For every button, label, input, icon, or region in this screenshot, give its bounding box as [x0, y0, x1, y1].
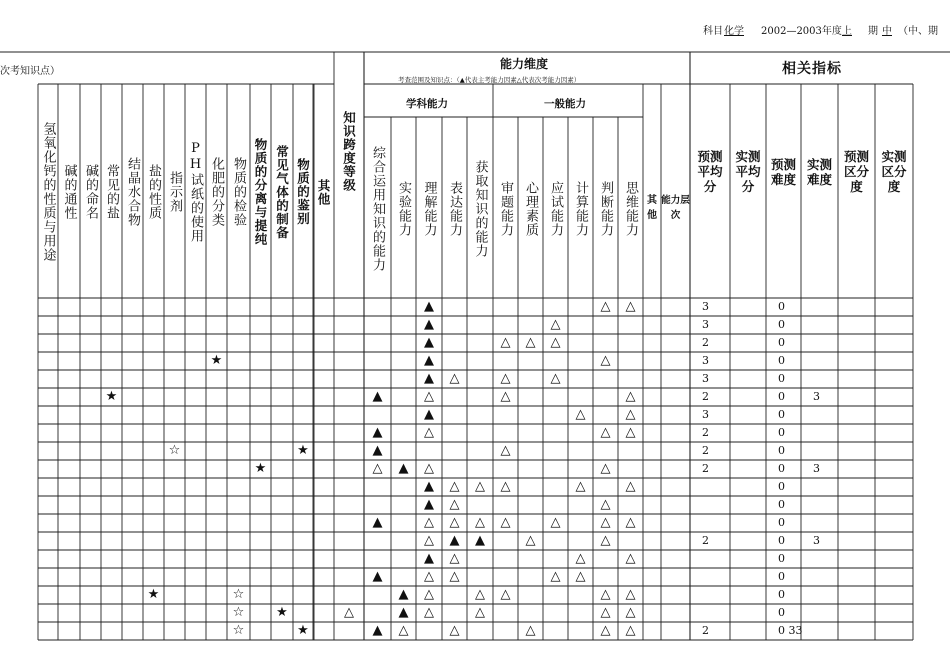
- general-ability-col-1-text: 心理素质: [523, 180, 538, 237]
- general-ability-mark: △: [550, 515, 561, 530]
- knowledge-mark: ★: [276, 605, 288, 620]
- subject-ability-mark: ▲: [424, 353, 434, 368]
- subject-ability-mark: △: [449, 371, 460, 386]
- general-ability-col-4: [593, 123, 618, 294]
- general-ability-mark: △: [500, 371, 511, 386]
- subject-ability-mark: ▲: [424, 497, 434, 512]
- knowledge-col-7-text: PH试纸的使用: [188, 141, 203, 243]
- subject-ability-col-0: [364, 123, 391, 294]
- general-ability-col-2-text: 应试能力: [548, 180, 563, 237]
- general-ability-mark: △: [600, 605, 611, 620]
- metric-value-0: 2: [702, 444, 709, 457]
- knowledge-col-2-text: 碱的命名: [83, 164, 98, 220]
- general-ability-col-3: [568, 123, 593, 294]
- knowledge-col-1: [58, 92, 80, 292]
- general-ability-mark: △: [600, 623, 611, 638]
- general-ability-mark: △: [500, 479, 511, 494]
- general-ability-mark: △: [600, 425, 611, 440]
- metric-value-2: 0: [778, 336, 785, 349]
- subject-ability-mark: △: [424, 461, 434, 476]
- knowledge-col-7: [185, 92, 206, 292]
- subject-ability-mark: △: [449, 515, 460, 530]
- knowledge-col-4: [122, 92, 143, 292]
- subject-ability-mark: △: [475, 479, 485, 494]
- header-subject: 化学: [724, 26, 744, 37]
- metric-value-2: 0: [778, 570, 785, 583]
- general-ability-mark: △: [625, 479, 636, 494]
- general-ability-mark: △: [625, 425, 636, 440]
- general-ability-mark: △: [550, 335, 561, 350]
- subject-ability-mark: △: [475, 587, 485, 602]
- general-ability-mark: △: [600, 587, 611, 602]
- general-ability-col-5-text: 思维能力: [623, 180, 638, 237]
- general-ability-mark: △: [525, 533, 536, 548]
- knowledge-col-11-text: 常见气体的制备: [274, 144, 290, 240]
- knowledge-col-9: [227, 92, 250, 292]
- subject-ability-mark: ▲: [372, 515, 383, 530]
- knowledge-mark: ☆: [232, 587, 245, 602]
- general-ability-mark: △: [500, 587, 511, 602]
- subject-ability-mark: ▲: [372, 425, 383, 440]
- general-ability-mark: △: [600, 533, 611, 548]
- knowledge-col-9-text: 物质的检验: [231, 157, 246, 227]
- subject-ability-mark: △: [449, 497, 460, 512]
- metric-value-2: 0: [778, 606, 785, 619]
- metric-value-0: 3: [702, 318, 709, 331]
- metric-value-0: 2: [702, 426, 709, 439]
- general-ability-col-5: [618, 123, 643, 294]
- general-ability-mark: △: [625, 623, 636, 638]
- subject-ability-col-1: [391, 123, 416, 294]
- knowledge-col-0: [38, 92, 58, 292]
- knowledge-mark: ★: [105, 389, 118, 404]
- general-ability-mark: △: [600, 299, 611, 314]
- general-ability-mark: △: [575, 551, 586, 566]
- subject-ability-mark: △: [424, 515, 434, 530]
- header-subject-label: 科目: [703, 26, 723, 37]
- subject-ability-mark: ▲: [372, 623, 383, 638]
- metric-col-3: 实测难度: [806, 156, 832, 187]
- metric-value-2: 0: [778, 390, 785, 403]
- metric-col-1: 实测平均分: [735, 149, 761, 194]
- metric-value-2: 0: [778, 318, 785, 331]
- general-ability-mark: △: [550, 317, 561, 332]
- general-ability-mark: △: [550, 371, 561, 386]
- general-ability-mark: △: [525, 623, 536, 638]
- general-ability-col-1: [518, 123, 543, 294]
- subject-ability-mark: ▲: [424, 317, 434, 332]
- metric-value-0: 3: [702, 372, 709, 385]
- knowledge-mark: ★: [147, 587, 160, 602]
- knowledge-mark: ★: [297, 623, 309, 638]
- subject-ability-col-4-text: 获取知识的能力: [472, 159, 488, 258]
- general-ability-mark: △: [625, 515, 636, 530]
- metric-value-3: 3: [813, 534, 820, 547]
- metric-value-2: 0: [778, 534, 785, 547]
- general-ability-mark: △: [600, 497, 611, 512]
- general-ability-label: 一般能力: [544, 98, 586, 110]
- subject-ability-mark: ▲: [424, 551, 434, 566]
- metric-value-2: 0: [778, 372, 785, 385]
- subject-ability-mark: △: [372, 461, 383, 476]
- general-ability-mark: △: [625, 551, 636, 566]
- knowledge-col-8-text: 化肥的分类: [209, 157, 224, 227]
- general-ability-mark: △: [625, 407, 636, 422]
- metric-value-2: 0: [778, 480, 785, 493]
- subject-ability-col-4: [467, 123, 493, 294]
- metric-value-2: 0: [778, 588, 785, 601]
- general-ability-col-3-text: 计算能力: [573, 180, 588, 237]
- general-ability-mark: △: [500, 443, 511, 458]
- subject-ability-mark: ▲: [372, 569, 383, 584]
- knowledge-col-10-text: 物质的分离与提纯: [253, 138, 268, 246]
- metric-value-0: 2: [702, 624, 709, 637]
- knowledge-col-12-text: 物质的鉴别: [295, 158, 311, 226]
- knowledge-col-13-text: 其他: [316, 178, 331, 206]
- general-ability-mark: △: [500, 335, 511, 350]
- knowledge-col-3: [101, 92, 122, 292]
- knowledge-col-1-text: 碱的通性: [61, 164, 77, 220]
- metric-value-2: 0: [778, 498, 785, 511]
- subject-ability-mark: △: [449, 479, 460, 494]
- knowledge-col-12: [293, 92, 313, 292]
- general-ability-col-0-text: 审题能力: [498, 180, 513, 237]
- subject-ability-mark: ▲: [398, 587, 409, 602]
- related-indicators-title: 相关指标: [782, 61, 842, 77]
- subject-ability-mark: ▲: [475, 533, 485, 548]
- metric-value-0: 2: [702, 462, 709, 475]
- subject-ability-mark: ▲: [398, 461, 409, 476]
- metric-value-2: 0: [778, 426, 785, 439]
- cross-level-header: [334, 44, 364, 258]
- general-ability-col-2: [543, 123, 568, 294]
- metric-value-2: 0: [778, 408, 785, 421]
- header-period: 中: [882, 26, 892, 37]
- subject-ability-mark: △: [424, 569, 434, 584]
- subject-ability-mark: ▲: [372, 443, 383, 458]
- subject-ability-mark: △: [475, 515, 485, 530]
- subject-ability-mark: ▲: [372, 389, 383, 404]
- subject-ability-mark: △: [398, 623, 409, 638]
- knowledge-col-2: [80, 92, 101, 292]
- knowledge-mark: ☆: [232, 605, 245, 620]
- general-ability-mark: △: [550, 569, 561, 584]
- general-ability-mark: △: [625, 605, 636, 620]
- knowledge-group-label: 次考知识点）: [0, 66, 60, 77]
- header-trail: （中、期: [898, 26, 938, 37]
- metric-value-3: 3: [813, 462, 820, 475]
- subject-ability-mark: △: [424, 389, 434, 404]
- knowledge-col-3-text: 常见的盐: [104, 164, 119, 220]
- ability-level-header: 能力层次: [661, 194, 690, 221]
- subject-ability-col-2: [416, 123, 442, 294]
- subject-ability-mark: △: [449, 623, 460, 638]
- knowledge-col-6-text: 指示剂: [167, 171, 182, 213]
- knowledge-col-0-text: 氢氧化钙的性质与用途: [40, 122, 56, 262]
- general-ability-mark: △: [500, 515, 511, 530]
- subject-ability-col-0-text: 综合运用知识的能力: [370, 145, 385, 272]
- subject-ability-col-2-text: 理解能力: [421, 180, 437, 237]
- subject-ability-col-3-text: 表达能力: [447, 180, 462, 237]
- metric-value-2: 0: [778, 354, 785, 367]
- subject-ability-mark: △: [424, 605, 434, 620]
- metric-col-5: 实测区分度: [881, 149, 907, 194]
- knowledge-col-5-text: 盐的性质: [146, 164, 161, 220]
- general-ability-mark: △: [575, 569, 586, 584]
- metric-value-0: 3: [702, 354, 709, 367]
- general-ability-mark: △: [575, 407, 586, 422]
- general-ability-col-0: [493, 123, 518, 294]
- metric-value-0: 2: [702, 390, 709, 403]
- knowledge-col-4-text: 结晶水合物: [125, 157, 140, 227]
- subject-ability-mark: ▲: [424, 371, 434, 386]
- knowledge-col-10: [250, 92, 271, 292]
- metric-col-4: 预测区分度: [843, 149, 869, 194]
- general-ability-mark: △: [625, 587, 636, 602]
- header-term-suffix: 期: [868, 26, 878, 37]
- subject-ability-mark: ▲: [424, 479, 434, 494]
- metric-value-2: 0: [778, 444, 785, 457]
- metric-col-2: 预测难度: [770, 156, 796, 187]
- subject-ability-mark: ▲: [424, 335, 434, 350]
- knowledge-mark: ★: [210, 353, 223, 368]
- subject-ability-mark: ▲: [449, 533, 460, 548]
- subject-ability-col-3: [442, 123, 467, 294]
- metric-value-3: 3: [813, 390, 820, 403]
- general-ability-mark: △: [525, 335, 536, 350]
- subject-ability-mark: △: [424, 533, 434, 548]
- subject-ability-mark: ▲: [424, 299, 434, 314]
- general-ability-mark: △: [575, 479, 586, 494]
- knowledge-col-8: [206, 92, 227, 292]
- metric-value-0: 2: [702, 534, 709, 547]
- ability-subtitle: 考查范围及知识点：（▲代表主考能力因素△代表次考能力因素）: [398, 76, 581, 84]
- subject-ability-col-1-text: 实验能力: [396, 180, 411, 237]
- knowledge-mark: ☆: [232, 623, 245, 638]
- subject-ability-mark: △: [449, 569, 460, 584]
- knowledge-mark: ★: [254, 461, 267, 476]
- general-ability-mark: △: [600, 515, 611, 530]
- knowledge-col-6: [164, 92, 185, 292]
- knowledge-mark: ★: [297, 443, 309, 458]
- other-ability-header: 其他: [647, 194, 657, 221]
- metric-value-2: 0: [778, 552, 785, 565]
- header-year: 2002—2003年度: [761, 26, 842, 37]
- knowledge-col-5: [143, 92, 164, 292]
- knowledge-col-13: [313, 92, 334, 292]
- metric-value-2: 0: [778, 462, 785, 475]
- subject-ability-mark: △: [449, 551, 460, 566]
- general-ability-mark: △: [500, 389, 511, 404]
- subject-ability-mark: △: [424, 425, 434, 440]
- general-ability-mark: △: [625, 299, 636, 314]
- general-ability-mark: △: [600, 461, 611, 476]
- knowledge-col-11: [271, 92, 293, 292]
- subject-ability-mark: △: [424, 587, 434, 602]
- general-ability-col-4-text: 判断能力: [598, 180, 613, 237]
- metric-value-0: 2: [702, 336, 709, 349]
- metric-value-2: 0: [778, 300, 785, 313]
- general-ability-mark: △: [600, 353, 611, 368]
- cross-level-header-text: 知识跨度等级: [341, 110, 357, 192]
- general-ability-mark: △: [625, 389, 636, 404]
- metric-value-2: 0: [778, 516, 785, 529]
- header-term: 上: [842, 26, 852, 37]
- metric-value-2: 0 33: [778, 624, 803, 637]
- ability-title: 能力维度: [500, 57, 549, 71]
- metric-value-0: 3: [702, 300, 709, 313]
- subject-ability-label: 学科能力: [406, 98, 448, 110]
- knowledge-mark: ☆: [168, 443, 181, 458]
- subject-ability-mark: ▲: [398, 605, 409, 620]
- metric-value-0: 3: [702, 408, 709, 421]
- subject-ability-mark: △: [475, 605, 485, 620]
- subject-ability-mark: ▲: [424, 407, 434, 422]
- metric-col-0: 预测平均分: [697, 149, 723, 194]
- cross-level-mark: △: [344, 605, 354, 620]
